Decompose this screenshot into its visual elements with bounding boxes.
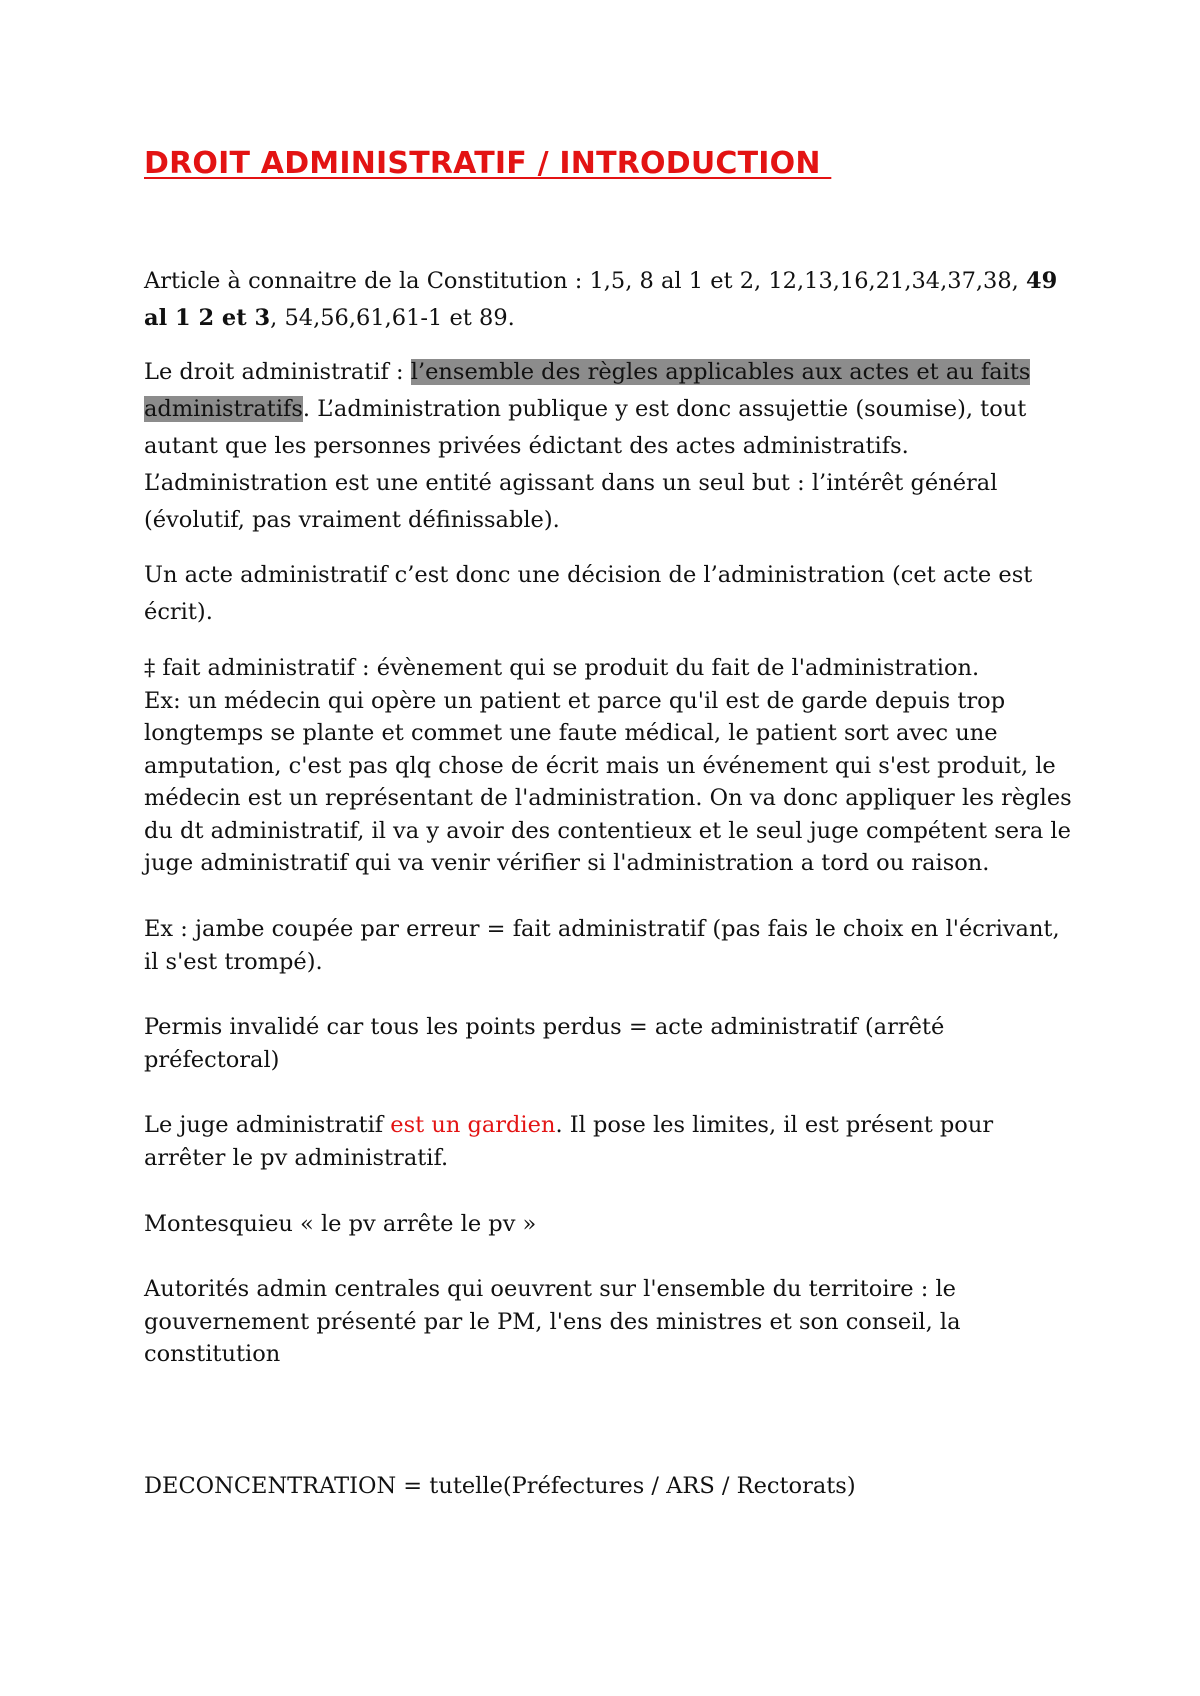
article-rest: , 54,56,61,61-1 et 89. xyxy=(270,305,515,331)
definition-line2: L’administration est une entité agissant dans un seul but : l’intérêt général (évolutif, pas vraiment définissable). xyxy=(144,470,998,533)
document-title: DROIT ADMINISTRATIF / INTRODUCTION xyxy=(144,146,832,181)
juge-lead: Le juge administratif xyxy=(144,1112,391,1138)
montesquieu-paragraph: Montesquieu « le pv arrête le pv » xyxy=(144,1211,537,1237)
fait-example: Ex: un médecin qui opère un patient et parce qu'il est de garde depuis trop longtemps se plante et commet une faute médical, le patient sort avec une amputation, c'est pas qlq chose de écrit mais un événement qui s'est produit, le médecin est un représentant de l'administration. On va donc appliquer les règles du dt administratif, il va y avoir des contentieux et le seul juge compétent sera le juge administratif qui va venir vérifier si l'administration a tord ou raison. xyxy=(144,687,1072,876)
article-text: Article à connaitre de la Constitution : 1,5, 8 al 1 et 2, 12,13,16,21,34,37,38, xyxy=(144,268,1026,294)
acte-paragraph: Un acte administratif c’est donc une décision de l’administration (cet acte est écrit). xyxy=(144,562,1033,625)
definition-paragraph xyxy=(144,354,1074,539)
juge-rest: . Il pose les limites, il est présent pour arrêter le pv administratif. xyxy=(144,1112,994,1171)
definition-rest: . L’administration publique y est donc assujettie (soumise), tout autant que les personnes privées édictant des actes administratifs. xyxy=(144,396,1027,459)
juge-red: est un gardien xyxy=(390,1112,556,1138)
article-paragraph xyxy=(144,263,1074,337)
article-bold: 49 al 1 2 et 3 xyxy=(144,268,1058,331)
permis-paragraph: Permis invalidé car tous les points perdus = acte administratif (arrêté préfectoral) xyxy=(144,1014,945,1073)
fait-line: ‡ fait administratif : évènement qui se produit du fait de l'administration. xyxy=(144,655,980,681)
autorites-paragraph: Autorités admin centrales qui oeuvrent sur l'ensemble du territoire : le gouvernement présenté par le PM, l'ens des ministres et son conseil, la constitution xyxy=(144,1276,961,1367)
definition-lead: Le droit administratif : xyxy=(144,359,411,385)
definition-highlight: l’ensemble des règles applicables aux actes et au faits administratifs xyxy=(144,359,1031,422)
juge-paragraph xyxy=(144,1109,1074,1174)
fait-paragraph xyxy=(144,652,1074,880)
deconcentration-paragraph: DECONCENTRATION = tutelle(Préfectures / ARS / Rectorats) xyxy=(144,1473,856,1499)
jambe-paragraph: Ex : jambe coupée par erreur = fait administratif (pas fais le choix en l'écrivant, il s'est trompé). xyxy=(144,916,1060,975)
